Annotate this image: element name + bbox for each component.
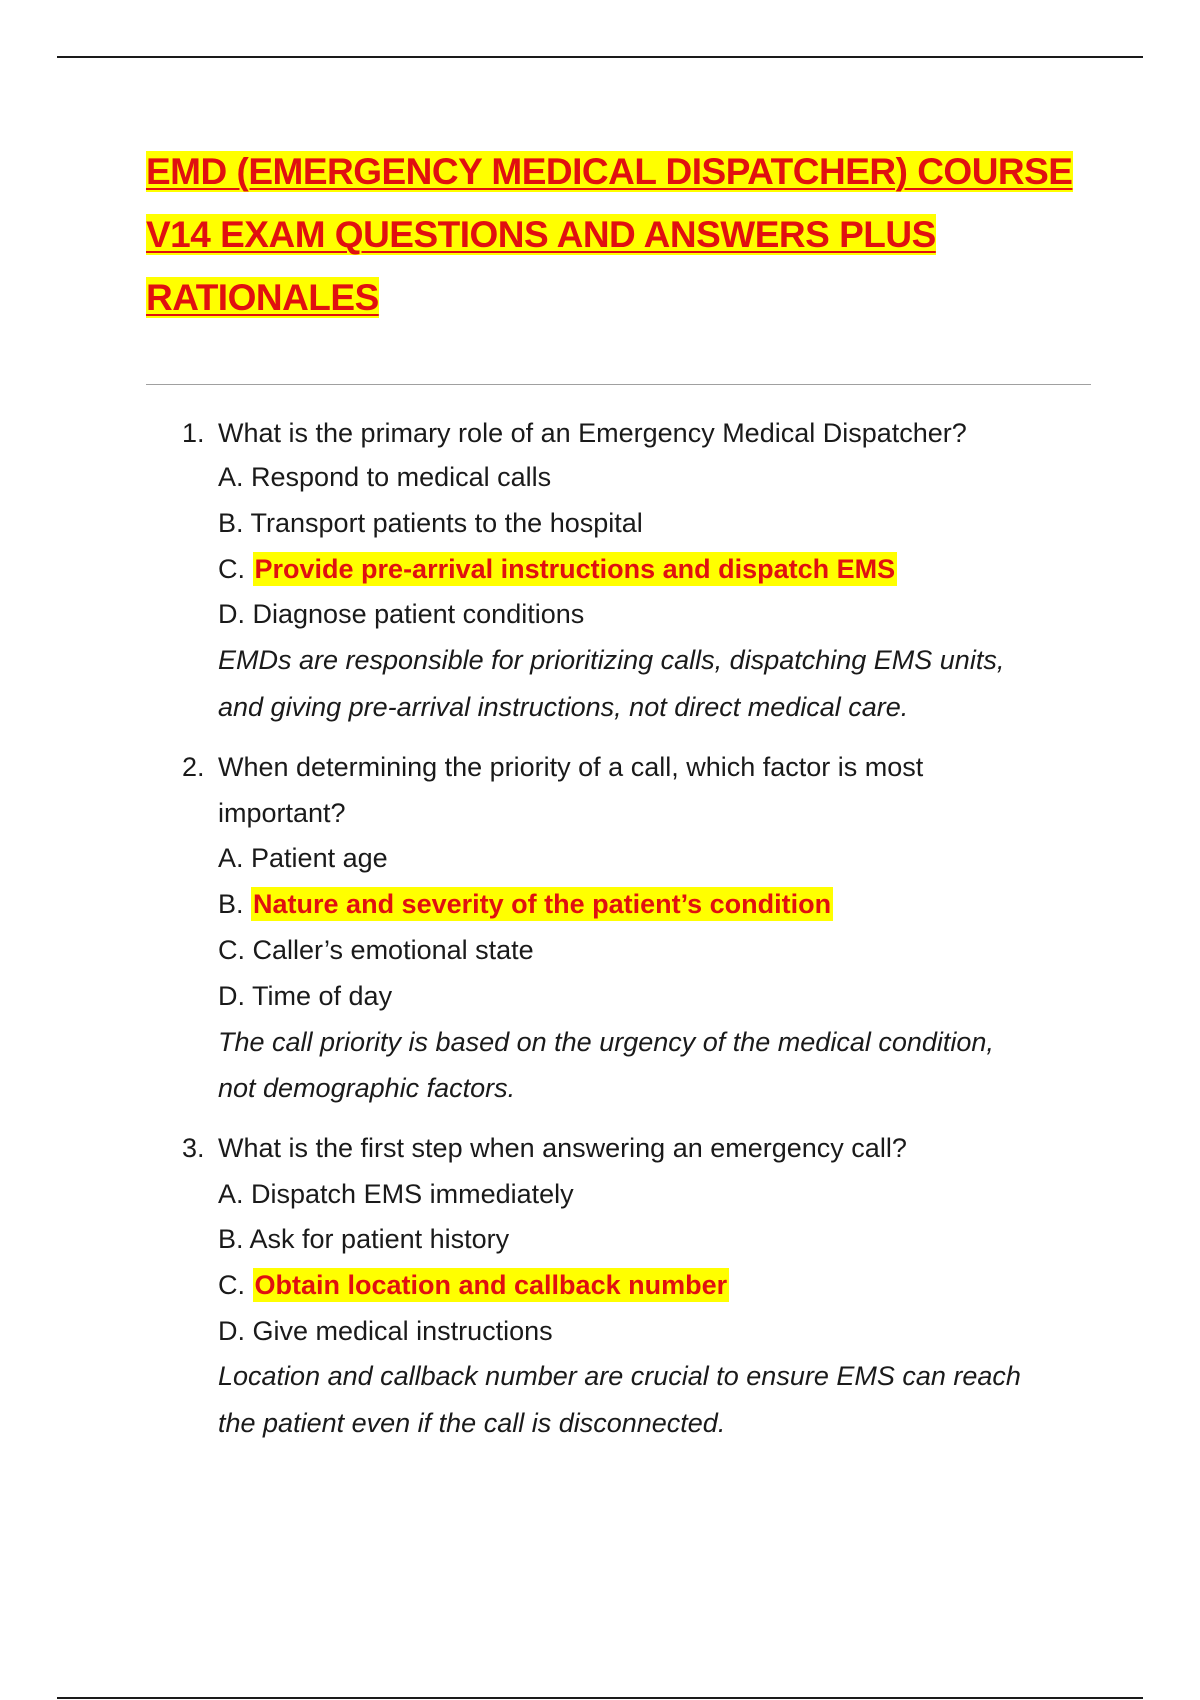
option-letter: D.: [218, 599, 245, 629]
answer-option-c: [218, 1262, 1098, 1308]
option-letter: B.: [218, 889, 244, 919]
answer-option-d: [218, 973, 1098, 1019]
question-text-line: What is the first step when answering an emergency call?: [218, 1133, 907, 1163]
option-text: Caller’s emotional state: [252, 935, 534, 965]
answer-option-b: [218, 881, 1098, 927]
option-letter: C.: [218, 1270, 245, 1300]
answer-option-b: [218, 500, 1098, 546]
question-text: [182, 744, 1082, 790]
answer-option-a: [218, 454, 1098, 500]
document-title: [146, 140, 1106, 329]
option-text: Transport patients to the hospital: [250, 508, 643, 538]
option-letter: D.: [218, 1316, 245, 1346]
correct-answer-highlight: Nature and severity of the patient’s condition: [253, 889, 832, 919]
option-letter: B.: [218, 508, 244, 538]
answer-option-c: [218, 927, 1098, 973]
option-letter: C.: [218, 554, 245, 584]
question-text-line: When determining the priority of a call, which factor is most: [218, 752, 924, 782]
answer-option-a: [218, 835, 1098, 881]
option-text: Dispatch EMS immediately: [251, 1179, 574, 1209]
option-letter: C.: [218, 935, 245, 965]
option-letter: B.: [218, 1224, 244, 1254]
option-text: Give medical instructions: [252, 1316, 553, 1346]
answer-option-a: [218, 1171, 1098, 1217]
rationale-text: and giving pre-arrival instructions, not direct medical care.: [218, 692, 909, 722]
option-letter: A.: [218, 843, 244, 873]
correct-answer-highlight: Obtain location and callback number: [254, 1270, 728, 1300]
question-number: 1.: [182, 418, 205, 448]
option-letter: D.: [218, 981, 245, 1011]
option-text: Respond to medical calls: [251, 462, 552, 492]
question-text-line: What is the primary role of an Emergency Medical Dispatcher?: [218, 418, 967, 448]
option-text: Diagnose patient conditions: [252, 599, 585, 629]
question-text-continued: important?: [218, 798, 346, 828]
answer-option-d: [218, 591, 1098, 637]
option-letter: A.: [218, 462, 244, 492]
answer-option-c: [218, 546, 1098, 592]
option-text: Time of day: [252, 981, 393, 1011]
title-line: RATIONALES: [146, 277, 379, 318]
option-letter: A.: [218, 1179, 244, 1209]
rationale-text: The call priority is based on the urgency of the medical condition,: [218, 1027, 994, 1057]
rationale-text: not demographic factors.: [218, 1073, 516, 1103]
question-number: 3.: [182, 1133, 205, 1163]
answer-option-d: [218, 1308, 1098, 1354]
question-number: 2.: [182, 752, 205, 782]
option-text: Ask for patient history: [249, 1224, 510, 1254]
correct-answer-highlight: Provide pre-arrival instructions and dispatch EMS: [254, 554, 896, 584]
rationale-text: Location and callback number are crucial to ensure EMS can reach: [218, 1361, 1021, 1391]
rationale-text: the patient even if the call is disconnected.: [218, 1408, 726, 1438]
section-divider: [146, 384, 1091, 385]
option-text: Patient age: [251, 843, 388, 873]
question-text: [182, 410, 1082, 456]
rationale-text: EMDs are responsible for prioritizing calls, dispatching EMS units,: [218, 645, 1005, 675]
question-text: [182, 1125, 1082, 1171]
page-bottom-rule: [57, 1697, 1143, 1699]
title-line: V14 EXAM QUESTIONS AND ANSWERS PLUS: [146, 214, 936, 255]
page-top-rule: [57, 56, 1143, 58]
title-line: EMD (EMERGENCY MEDICAL DISPATCHER) COURSE: [146, 151, 1073, 192]
answer-option-b: [218, 1216, 1098, 1262]
